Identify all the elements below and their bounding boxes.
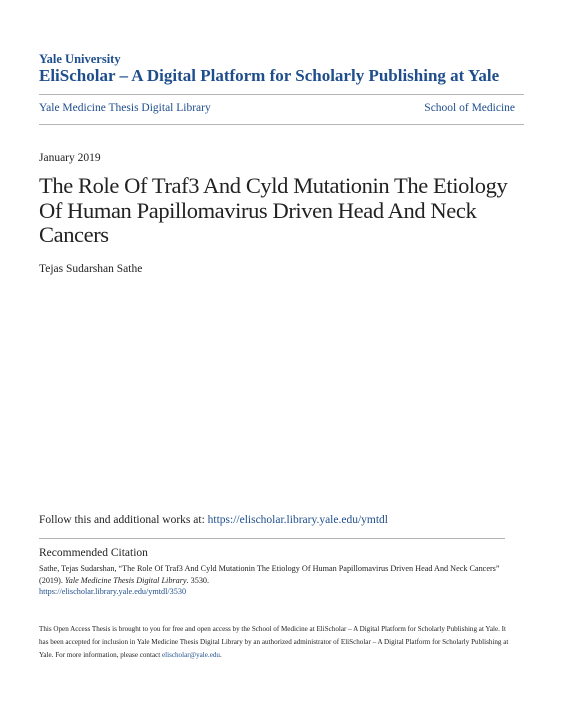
document-author: Tejas Sudarshan Sathe — [39, 263, 143, 275]
citation-journal: Yale Medicine Thesis Digital Library — [64, 575, 187, 585]
breadcrumb-divider — [39, 124, 524, 125]
citation-link[interactable]: https://elischolar.library.yale.edu/ymtdl/3530 — [39, 587, 187, 596]
access-notice-end: . — [219, 651, 222, 659]
institution-name: Yale University — [39, 52, 121, 66]
follow-label: Follow this and additional works at: — [39, 514, 208, 526]
citation-heading: Recommended Citation — [39, 547, 148, 559]
access-notice — [39, 623, 509, 662]
contact-email-link[interactable]: elischolar@yale.edu — [162, 651, 220, 659]
citation-number: . 3530. — [186, 575, 210, 585]
breadcrumb-collection-link[interactable]: Yale Medicine Thesis Digital Library — [39, 102, 211, 114]
breadcrumb-school-link[interactable]: School of Medicine — [424, 102, 515, 114]
platform-link[interactable]: EliScholar – A Digital Platform for Scholarly Publishing at Yale — [39, 66, 500, 85]
follow-link[interactable]: https://elischolar.library.yale.edu/ymtdl — [207, 514, 388, 526]
citation-divider — [39, 538, 505, 539]
publication-date: January 2019 — [39, 152, 101, 164]
header-divider — [39, 94, 524, 95]
follow-line — [39, 514, 388, 526]
access-notice-text: This Open Access Thesis is brought to you for free and open access by the School of Medicine at EliScholar – A Digital Platform for Scholarly Publishing at Yale. It has been accepted for inclusion in Yale Medicine Thesis Digital Library by an authorized administrator of EliScholar – A Digital Platform for Scholarly Publishing at Yale. For more information, please contact — [39, 625, 509, 659]
breadcrumb — [39, 102, 515, 114]
citation-text: Sathe, Tejas Sudarshan, “The Role Of Traf3 And Cyld Mutationin The Etiology Of Human Papillomavirus Driven Head And Neck Cancers” (2019). — [39, 564, 500, 585]
document-title: The Role Of Traf3 And Cyld Mutationin The Etiology Of Human Papillomavirus Driven Head And Neck Cancers — [39, 173, 508, 247]
citation-body — [39, 563, 509, 598]
